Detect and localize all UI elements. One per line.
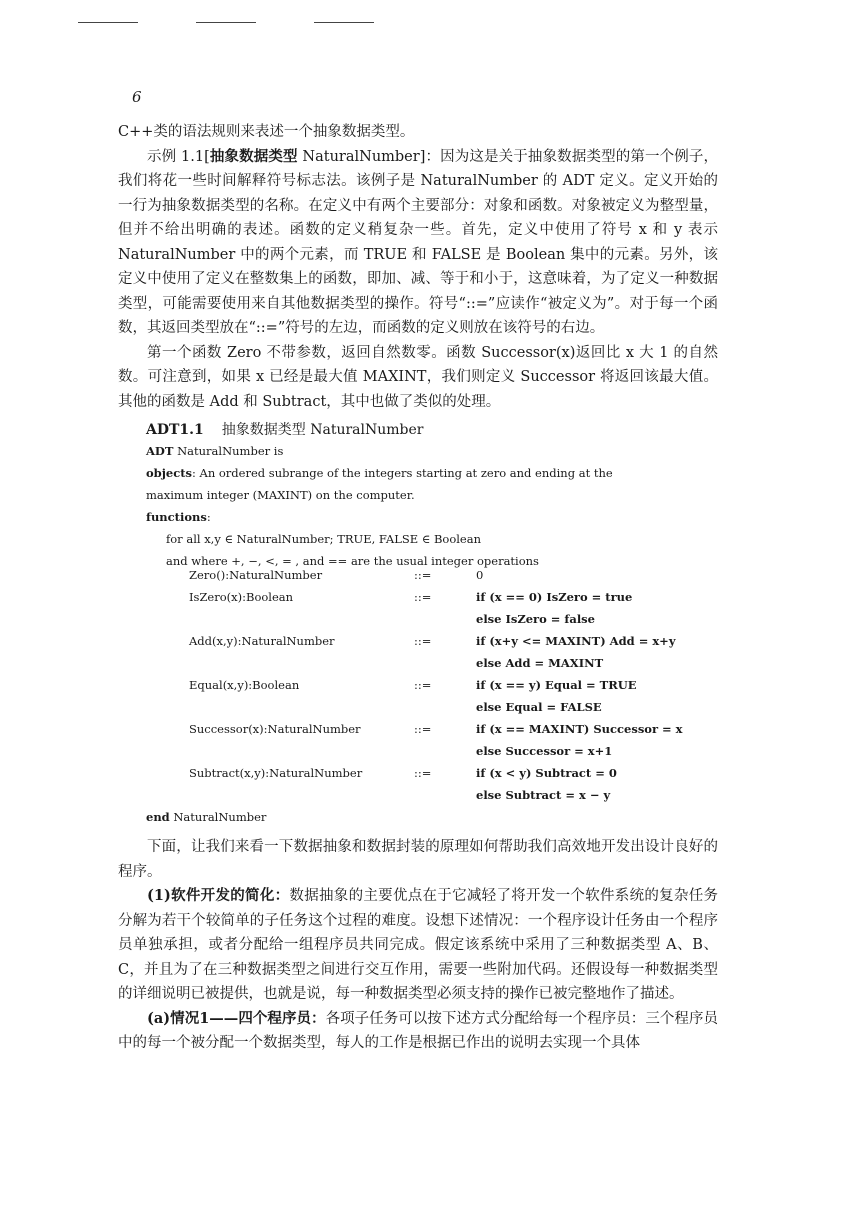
defined-as-symbol: ::= xyxy=(414,590,432,604)
header-rule-middle xyxy=(196,22,256,23)
function-definition: if (x == y) Equal = TRUE xyxy=(476,678,637,692)
function-definition-else: else Subtract = x − y xyxy=(476,788,611,802)
objects-text: : An ordered subrange of the integers starting at zero and ending at the xyxy=(191,466,613,480)
header-rule-right xyxy=(314,22,374,23)
simplification-text: 数据抽象的主要优点在于它减轻了将开发一个软件系统的复杂任务分解为若干个较简单的子任务这个过程的难度。设想下述情况：一个程序设计任务由一个程序员单独承担，或者分配给一组程序员共同完成。假定该系统中采用了三种数据类型 A、B、C，并且为了在三种数据类型之间进行交互作用，需要一些附加代码。还假设每一种数据类型的详细说明已被提供，也就是说，每一种数据类型必须支持的操作已被完整地作了描述。 xyxy=(118,888,719,1002)
adt-end-line xyxy=(146,810,266,824)
defined-as-symbol: ::= xyxy=(414,568,432,582)
example-paragraph xyxy=(118,145,718,341)
end-keyword: end xyxy=(146,810,170,824)
adt-number: ADT1.1 xyxy=(146,422,204,438)
example-text: NaturalNumber]：因为这是关于抽象数据类型的第一个例子，我们将花一些时间解释符号标志法。该例子是 NaturalNumber 的 ADT 定义。定义开始的一行为抽象数据类型的名称。在定义中有两个主要部分：对象和函数。对象被定义为整型量，但并不给出明确的表述。函数的定义稍复杂一些。首先，定义中使用了符号 x 和 y 表示 NaturalNumber 中的两个元素，而 TRUE 和 FALSE 是 Boolean 集中的元素。另外，该定义中使用了定义在整数集上的函数，即加、减、等于和小于，这意味着，为了定义一种数据类型，可能需要使用来自其他数据类型的操作。符号“::=”应读作“被定义为”。对于每一个函数，其返回类型放在“::=”符号的左边，而函数的定义则放在该符号的右边。 xyxy=(118,148,719,336)
upper-text xyxy=(118,120,718,414)
principle-paragraph: 下面，让我们来看一下数据抽象和数据封装的原理如何帮助我们高效地开发出设计良好的程序。 xyxy=(118,839,718,880)
defined-as-symbol: ::= xyxy=(414,678,432,692)
objects-keyword: objects xyxy=(146,466,192,480)
objects-line xyxy=(146,462,613,484)
function-definition-else: else IsZero = false xyxy=(476,612,595,626)
functions-keyword: functions xyxy=(146,510,207,524)
end-name: NaturalNumber xyxy=(169,810,267,824)
function-definition: if (x == 0) IsZero = true xyxy=(476,590,633,604)
page-number: 6 xyxy=(132,88,142,106)
functions-line xyxy=(146,506,613,528)
function-definition: if (x == MAXINT) Successor = x xyxy=(476,722,683,736)
adt-header-line xyxy=(146,440,613,462)
defined-as-symbol: ::= xyxy=(414,634,432,648)
function-definition-else: else Equal = FALSE xyxy=(476,700,602,714)
forall-line: for all x,y ∈ NaturalNumber; TRUE, FALSE ∈ Boolean xyxy=(166,532,481,546)
adt-title: 抽象数据类型 NaturalNumber xyxy=(221,422,424,438)
function-definition-else: else Successor = x+1 xyxy=(476,744,613,758)
case1-paragraph xyxy=(118,1007,718,1056)
function-signature: Equal(x,y):Boolean xyxy=(189,678,300,692)
function-signature: Zero():NaturalNumber xyxy=(189,568,323,582)
simplification-paragraph xyxy=(118,884,718,1007)
case1-heading: (a)情况1——四个程序员： xyxy=(147,1009,326,1027)
example-bold-title: 抽象数据类型 xyxy=(209,147,298,165)
function-signature: Subtract(x,y):NaturalNumber xyxy=(189,766,363,780)
function-definition-else: else Add = MAXINT xyxy=(476,656,604,670)
case1-text: 各项子任务可以按下述方式分配给每一个程序员：三个程序员中的每一个被分配一个数据类型，每人的工作是根据已作出的说明去实现一个具体 xyxy=(118,1010,718,1051)
function-signature: Add(x,y):NaturalNumber xyxy=(189,634,335,648)
lower-text xyxy=(118,835,718,1056)
function-definition: if (x < y) Subtract = 0 xyxy=(476,766,617,780)
defined-as-symbol: ::= xyxy=(414,766,432,780)
intro-paragraph: C++类的语法规则来表述一个抽象数据类型。 xyxy=(118,124,415,140)
defined-as-symbol: ::= xyxy=(414,722,432,736)
example-label: 示例 1.1[ xyxy=(147,148,210,165)
adt-definition xyxy=(146,440,613,528)
functions-paragraph: 第一个函数 Zero 不带参数，返回自然数零。函数 Successor(x)返回比 x 大 1 的自然数。可注意到，如果 x 已经是最大值 MAXINT，我们则定义 Successor 将返回该最大值。其他的函数是 Add 和 Subtract，其中也做了类似的处理。 xyxy=(118,344,718,410)
andwhere-line: and where +, −, <, = , and == are the usual integer operations xyxy=(166,554,539,568)
header-rule-left xyxy=(78,22,138,23)
functions-colon: : xyxy=(206,510,211,524)
function-definition: if (x+y <= MAXINT) Add = x+y xyxy=(476,634,676,648)
adt-keyword: ADT xyxy=(146,444,174,458)
function-definition: 0 xyxy=(476,568,484,582)
function-signature: Successor(x):NaturalNumber xyxy=(189,722,361,736)
simplification-heading: (1)软件开发的简化： xyxy=(147,887,290,904)
adt-heading xyxy=(146,419,423,439)
objects-line-2: maximum integer (MAXINT) on the computer. xyxy=(146,488,415,502)
adt-name: NaturalNumber is xyxy=(173,444,284,458)
function-signature: IsZero(x):Boolean xyxy=(189,590,294,604)
quantifier-block xyxy=(166,528,539,572)
